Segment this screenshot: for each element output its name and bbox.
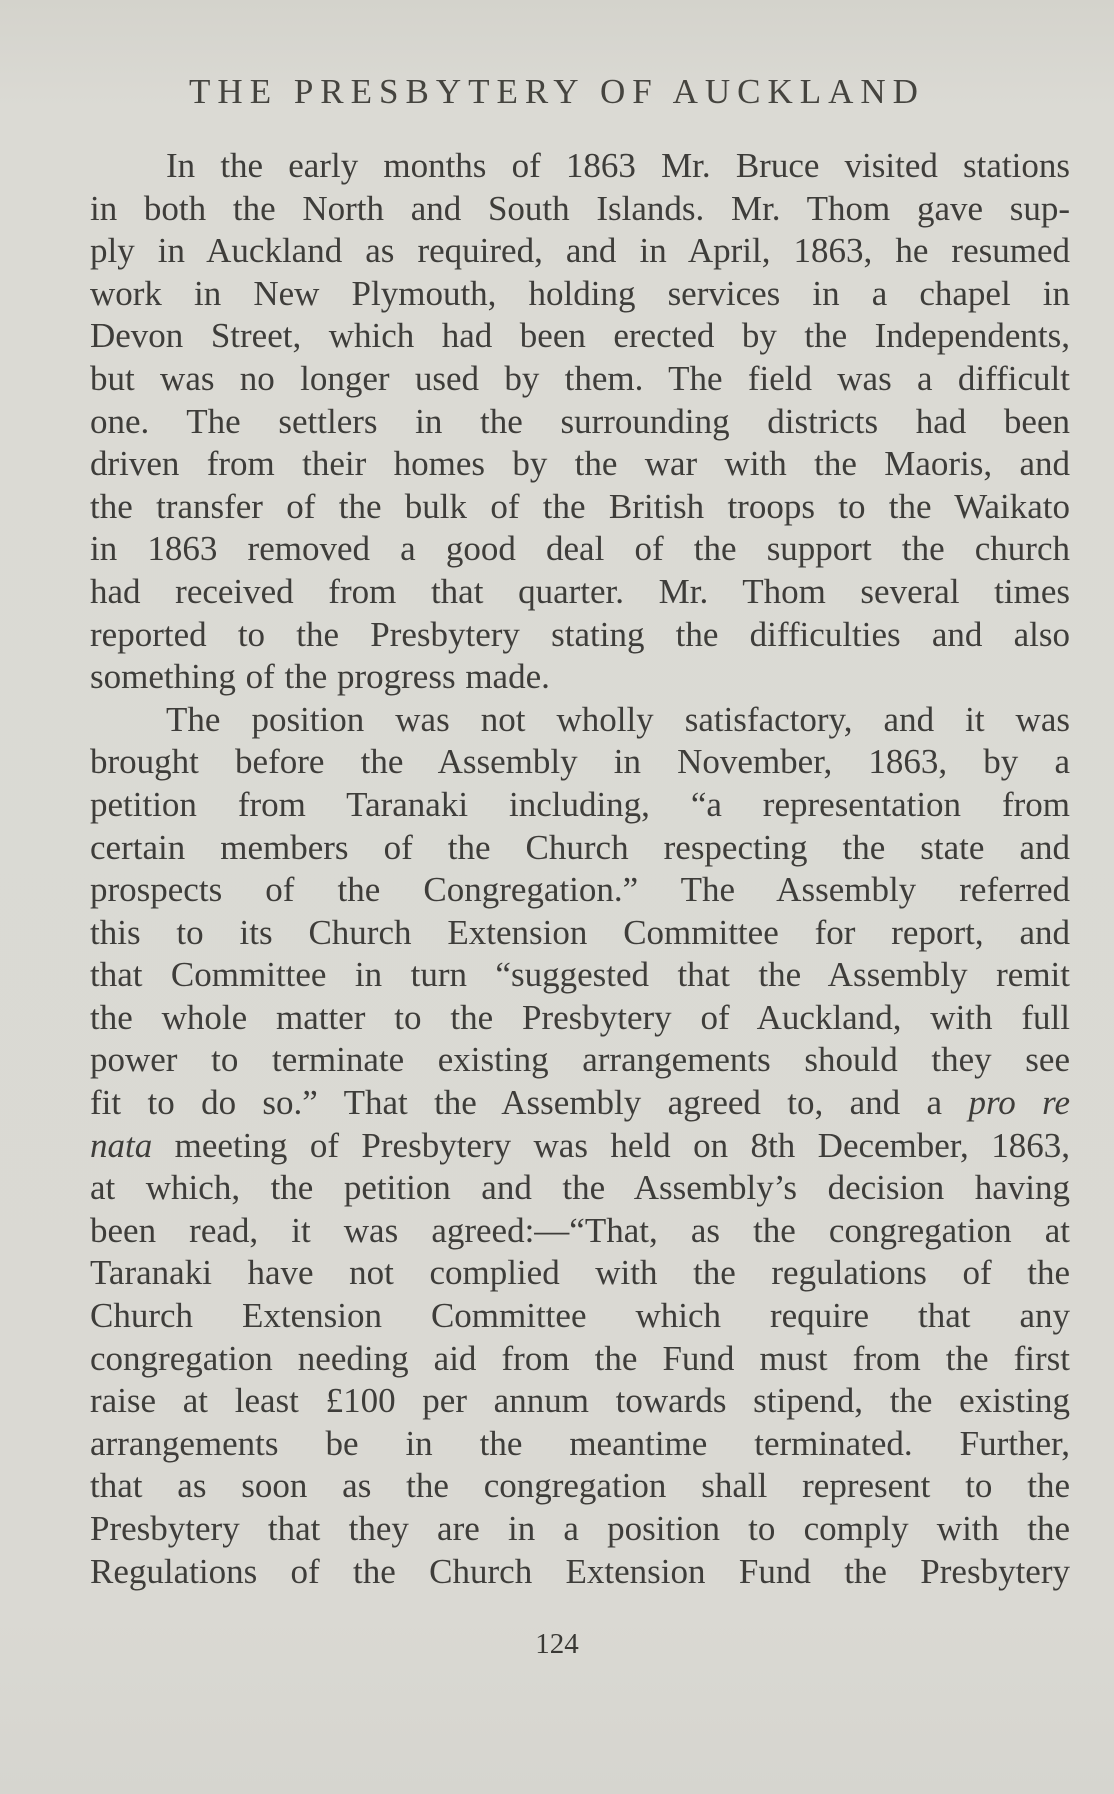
text-line: one. The settlers in the surrounding districts had been <box>90 401 1070 441</box>
text-line: this to its Church Extension Committee for report, and <box>90 912 1070 952</box>
text-line: petition from Taranaki including, “a representation from <box>90 784 1070 824</box>
body-text <box>90 145 1070 1593</box>
page-number: 124 <box>535 1628 579 1660</box>
text-line: that Committee in turn “suggested that the Assembly remit <box>90 955 1070 995</box>
text-line: that as soon as the congregation shall represent to the <box>90 1466 1070 1506</box>
text-line: Taranaki have not complied with the regulations of the <box>90 1253 1070 1293</box>
text-line-mixed <box>90 1082 1070 1125</box>
text-line-mixed <box>90 1125 1070 1168</box>
text-line: the whole matter to the Presbytery of Auckland, with full <box>90 997 1070 1037</box>
text-line: something of the progress made. <box>90 657 550 697</box>
text-line: in 1863 removed a good deal of the support the church <box>90 529 1070 569</box>
text-line: work in New Plymouth, holding services in a chapel in <box>90 273 1070 313</box>
text-line: In the early months of 1863 Mr. Bruce visited stations <box>166 146 1070 185</box>
text-line: Presbytery that they are in a position to comply with the <box>90 1509 1070 1548</box>
text-line: arrangements be in the meantime terminated. Further, <box>90 1423 1070 1463</box>
text-segment: meeting of Presbytery was held on 8th December, 1863, <box>152 1125 1070 1165</box>
text-line: but was no longer used by them. The field was a difficult <box>90 358 1070 398</box>
text-line: had received from that quarter. Mr. Thom several times <box>90 571 1070 611</box>
text-line: driven from their homes by the war with the Maoris, and <box>90 444 1070 484</box>
text-line: been read, it was agreed:—“That, as the congregation at <box>90 1210 1070 1250</box>
running-header: THE PRESBYTERY OF AUCKLAND <box>189 72 925 111</box>
text-line: brought before the Assembly in November, 1863, by a <box>90 742 1070 782</box>
text-line: Regulations of the Church Extension Fund the Presbytery <box>90 1551 1070 1591</box>
text-segment: fit to do so.” That the Assembly agreed to, and a <box>90 1083 969 1123</box>
text-line: reported to the Presbytery stating the difficulties and also <box>90 614 1070 654</box>
text-line: Devon Street, which had been erected by the Independents, <box>90 316 1070 356</box>
text-line: raise at least £100 per annum towards stipend, the existing <box>90 1381 1070 1421</box>
text-line: the transfer of the bulk of the British troops to the Waikato <box>90 486 1070 526</box>
text-line: ply in Auckland as required, and in April, 1863, he resumed <box>90 231 1070 271</box>
latin-phrase: pro re <box>968 1083 1070 1123</box>
text-line: in both the North and South Islands. Mr. Thom gave sup- <box>90 188 1070 228</box>
text-line: The position was not wholly satisfactory, and it was <box>166 699 1070 739</box>
latin-phrase: nata <box>90 1125 153 1165</box>
text-line: certain members of the Church respecting the state and <box>90 827 1070 867</box>
text-line: Church Extension Committee which require that any <box>90 1296 1070 1336</box>
text-line: at which, the petition and the Assembly’s decision having <box>90 1168 1070 1208</box>
text-line: prospects of the Congregation.” The Assembly referred <box>90 870 1070 910</box>
text-line: power to terminate existing arrangements should they see <box>90 1040 1070 1080</box>
text-line: congregation needing aid from the Fund must from the first <box>90 1338 1070 1378</box>
